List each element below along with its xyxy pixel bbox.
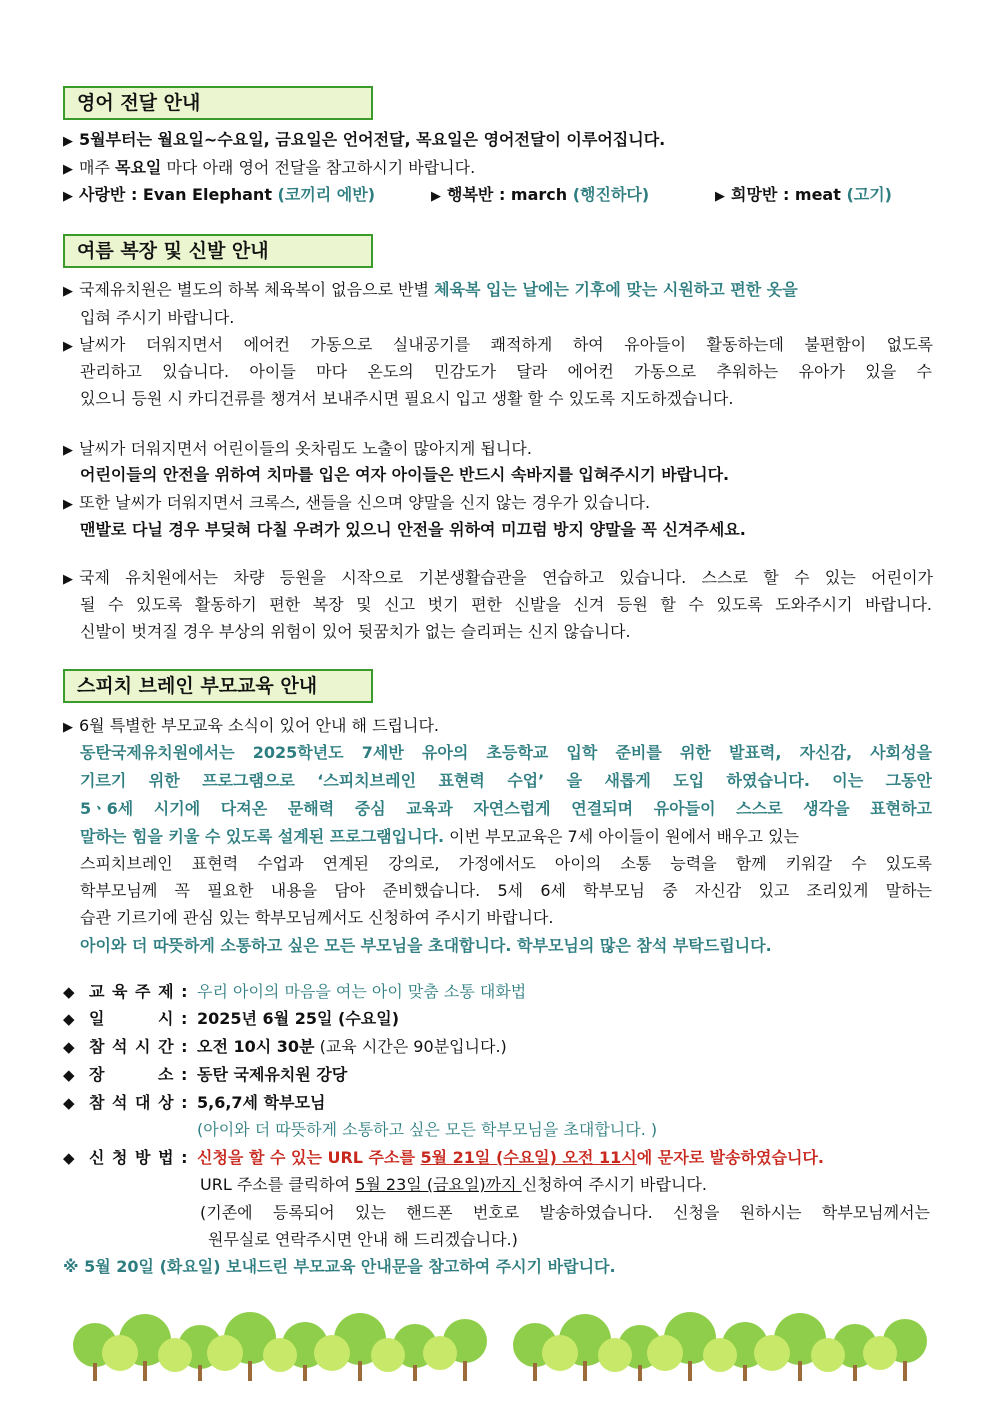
education-text-line3: 5ㆍ6세 시기에 다져온 문해력 중심 교육과 자연스럽게 연결되며 유아들이 스스로 생각을 표현하고 bbox=[80, 799, 932, 818]
triangle-bullet-icon: ▶ bbox=[63, 339, 73, 354]
detail-apply-line4: 원무실로 연락주시면 안내 해 드리겠습니다.) bbox=[208, 1230, 518, 1249]
detail-apply: ◆ 신 청 방 법 : 신청을 할 수 있는 URL 주소를 5월 21일 (수요일) 오전 11시에 문자로 발송하였습니다. bbox=[63, 1148, 824, 1167]
education-text-line2: 기르기 위한 프로그램으로 ‘스피치브레인 표현력 수업’ 을 새롭게 도입 하였습니다. 이는 그동안 bbox=[80, 771, 932, 790]
summer-p1-line1: ▶ 국제유치원은 별도의 하복 체육복이 없음으로 반별 체육복 입는 날에는 기후에 맞는 시원하고 편한 옷을 bbox=[63, 280, 933, 302]
triangle-bullet-icon: ▶ bbox=[63, 443, 73, 458]
trees-illustration-right bbox=[510, 1305, 930, 1385]
diamond-bullet-icon: ◆ bbox=[63, 1038, 75, 1056]
triangle-bullet-icon: ▶ bbox=[63, 162, 73, 177]
section-title-summer: 여름 복장 및 신발 안내 bbox=[63, 234, 373, 268]
triangle-bullet-icon: ▶ bbox=[63, 720, 73, 735]
detail-apply-line3: (기존에 등록되어 있는 핸드폰 번호로 발송하였습니다. 신청을 원하시는 학부모님께서는 bbox=[200, 1203, 930, 1222]
english-weekly-line: ▶ 매주 목요일 마다 아래 영어 전달을 참고하시기 바랍니다. bbox=[63, 158, 933, 180]
education-text-line4: 말하는 힘을 키울 수 있도록 설계된 프로그램입니다. 이번 부모교육은 7세 아이들이 원에서 배우고 있는 bbox=[80, 827, 799, 846]
detail-time: ◆ 참 석 시 간 : 오전 10시 30분 (교육 시간은 90분입니다.) bbox=[63, 1037, 507, 1056]
education-text-line7: 습관 기르기에 관심 있는 학부모님께서도 신청하여 주시기 바랍니다. bbox=[80, 908, 554, 927]
education-text-line6: 학부모님께 꼭 필요한 내용을 담아 준비했습니다. 5세 6세 학부모님 중 자신감 있고 조리있게 말하는 bbox=[80, 881, 932, 900]
summer-p2-line1: ▶ 날씨가 더워지면서 에어컨 가동으로 실내공기를 쾌적하게 하여 유아들이 활동하는데 불편함이 없도록 bbox=[63, 335, 933, 357]
section-title-parent-education: 스피치 브레인 부모교육 안내 bbox=[63, 669, 373, 703]
diamond-bullet-icon: ◆ bbox=[63, 1066, 75, 1084]
summer-p5-line1: ▶ 국제 유치원에서는 차량 등원을 시작으로 기본생활습관을 연습하고 있습니다. 스스로 할 수 있는 어린이가 bbox=[63, 568, 933, 590]
triangle-bullet-icon: ▶ bbox=[715, 189, 725, 204]
summer-p4-line2: 맨발로 다닐 경우 부딪혀 다칠 우려가 있으니 안전을 위하여 미끄럼 방지 양말을 꼭 신겨주세요. bbox=[80, 520, 746, 539]
summer-p2-line3: 있으니 등원 시 카디건류를 챙겨서 보내주시면 필요시 입고 생활 할 수 있도록 지도하겠습니다. bbox=[80, 389, 734, 408]
triangle-bullet-icon: ▶ bbox=[63, 284, 73, 299]
section-title-english: 영어 전달 안내 bbox=[63, 86, 373, 120]
english-schedule-line: ▶ 5월부터는 월요일~수요일, 금요일은 언어전달, 목요일은 영어전달이 이루어집니다. bbox=[63, 130, 933, 152]
class-word-2: ▶ 행복반 : march (행진하다) bbox=[431, 185, 649, 207]
trees-illustration-left bbox=[70, 1305, 490, 1385]
detail-place: ◆ 장 소 : 동탄 국제유치원 강당 bbox=[63, 1065, 348, 1084]
class-words-line bbox=[63, 185, 933, 207]
summer-p4-line1: ▶ 또한 날씨가 더워지면서 크록스, 샌들을 신으며 양말을 신지 않는 경우가 있습니다. bbox=[63, 493, 933, 515]
summer-p3-line2: 어린이들의 안전을 위하여 치마를 입은 여자 아이들은 반드시 속바지를 입혀주시기 바랍니다. bbox=[80, 465, 730, 484]
summer-p5-line2: 될 수 있도록 활동하기 편한 복장 및 신고 벗기 편한 신발을 신겨 등원 할 수 있도록 도와주시기 바랍니다. bbox=[80, 595, 932, 614]
summer-p2-line2: 관리하고 있습니다. 아이들 마다 온도의 민감도가 달라 에어컨 가동으로 추워하는 유아가 있을 수 bbox=[80, 362, 932, 381]
diamond-bullet-icon: ◆ bbox=[63, 1010, 75, 1028]
reference-note: ※ 5월 20일 (화요일) 보내드린 부모교육 안내문을 참고하여 주시기 바랍니다. bbox=[63, 1257, 616, 1276]
diamond-bullet-icon: ◆ bbox=[63, 1094, 75, 1112]
education-text-line5: 스피치브레인 표현력 수업과 연계된 강의로, 가정에서도 아이의 소통 능력을 함께 키워갈 수 있도록 bbox=[80, 854, 932, 873]
detail-target-note: (아이와 더 따뜻하게 소통하고 싶은 모든 학부모님을 초대합니다. ) bbox=[197, 1120, 658, 1139]
class-word-1: ▶ 사랑반 : Evan Elephant (코끼리 에반) bbox=[63, 185, 375, 204]
detail-apply-line2: URL 주소를 클릭하여 5월 23일 (금요일)까지 신청하여 주시기 바랍니다. bbox=[200, 1175, 707, 1194]
education-text-line1: 동탄국제유치원에서는 2025학년도 7세반 유아의 초등학교 입학 준비를 위한 발표력, 자신감, 사회성을 bbox=[80, 743, 932, 762]
education-text-line8: 아이와 더 따뜻하게 소통하고 싶은 모든 부모님을 초대합니다. 학부모님의 많은 참석 부탁드립니다. bbox=[80, 936, 772, 955]
class-word-3: ▶ 희망반 : meat (고기) bbox=[715, 185, 892, 207]
triangle-bullet-icon: ▶ bbox=[431, 189, 441, 204]
detail-topic: ◆ 교 육 주 제 : 우리 아이의 마음을 여는 아이 맞춤 소통 대화법 bbox=[63, 982, 527, 1001]
summer-p3-line1: ▶ 날씨가 더워지면서 어린이들의 옷차림도 노출이 많아지게 됩니다. bbox=[63, 439, 933, 461]
triangle-bullet-icon: ▶ bbox=[63, 572, 73, 587]
detail-target: ◆ 참 석 대 상 : 5,6,7세 학부모님 bbox=[63, 1093, 326, 1112]
diamond-bullet-icon: ◆ bbox=[63, 983, 75, 1001]
triangle-bullet-icon: ▶ bbox=[63, 134, 73, 149]
summer-p5-line3: 신발이 벗겨질 경우 부상의 위험이 있어 뒷꿈치가 없는 슬리퍼는 신지 않습니다. bbox=[80, 622, 631, 641]
diamond-bullet-icon: ◆ bbox=[63, 1149, 75, 1167]
summer-p1-line2: 입혀 주시기 바랍니다. bbox=[80, 308, 235, 327]
detail-date: ◆ 일 시 : 2025년 6월 25일 (수요일) bbox=[63, 1009, 400, 1028]
triangle-bullet-icon: ▶ bbox=[63, 497, 73, 512]
triangle-bullet-icon: ▶ bbox=[63, 189, 73, 204]
education-intro-line: ▶ 6월 특별한 부모교육 소식이 있어 안내 해 드립니다. bbox=[63, 716, 933, 738]
